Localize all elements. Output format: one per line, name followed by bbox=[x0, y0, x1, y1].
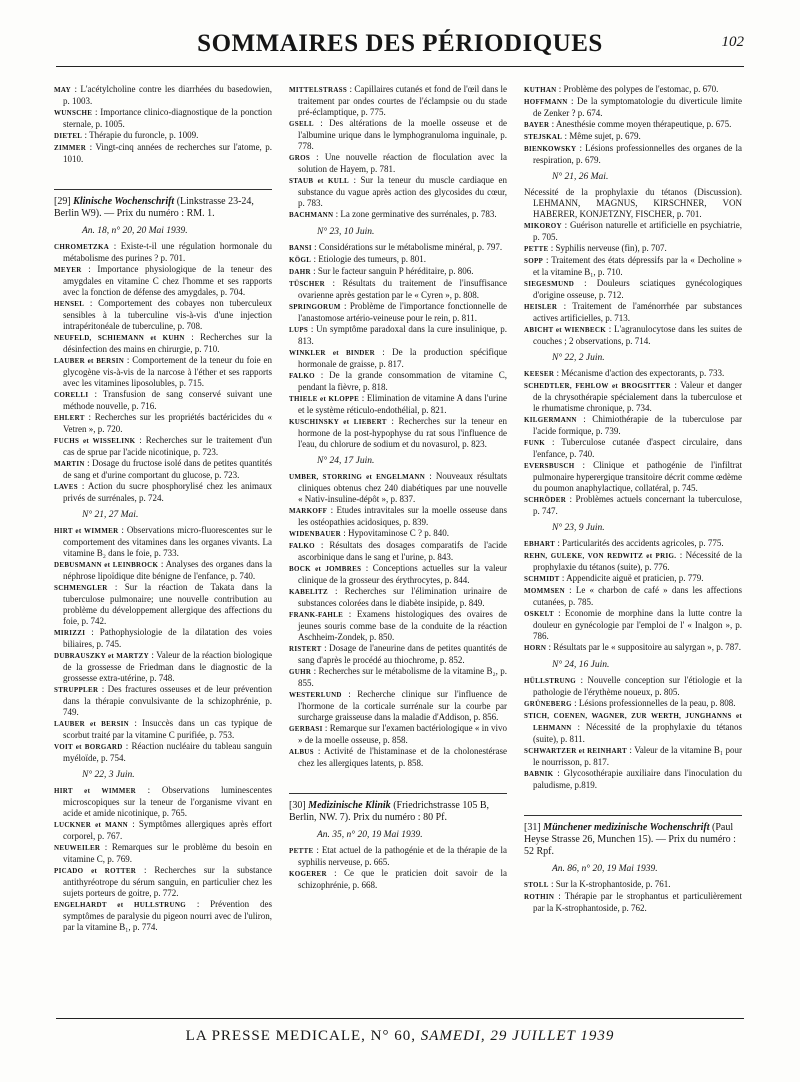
article-entry: NEUFELD, SCHIEMANN et KUHN : Recherches sur la désinfection des mains en chirurgie, p. 710. bbox=[54, 332, 272, 354]
article-title: Réaction nucléaire du tableau sanguin myéloïde, p. 754. bbox=[63, 741, 272, 763]
article-entry: BAYER : Anesthésie comme moyen thérapeutique, p. 675. bbox=[524, 119, 732, 129]
article-title: De la production spécifique hormonale de graisse, p. 817. bbox=[298, 347, 507, 369]
article-entry: STAUB et KULL : Sur la teneur du muscle cardiaque en substance du vague après action des glycosides du cœur, p. 783. bbox=[289, 175, 507, 208]
article-title: Lésions professionnelles des organes de la respiration, p. 679. bbox=[533, 143, 742, 165]
issue-date: An. 18, n° 20, 20 Mai 1939. bbox=[82, 226, 188, 236]
article-author: FUCHS et WISSELINK bbox=[54, 437, 136, 445]
article-author: DAHR bbox=[289, 268, 311, 276]
article-title: La zone germinative des surrénales, p. 783. bbox=[340, 209, 497, 219]
footer-rule bbox=[56, 1018, 744, 1019]
article-entry: KOGERER : Ce que le praticien doit savoir de la schizophrénie, p. 668. bbox=[289, 868, 507, 890]
article-author: MOMMSEN bbox=[524, 587, 565, 595]
article-title: Recherches sur la désinfection des mains en chirurgie, p. 710. bbox=[63, 332, 272, 354]
article-author: SCHMENGLER bbox=[54, 584, 108, 592]
article-author: HEISLER bbox=[524, 303, 558, 311]
page-number: 102 bbox=[721, 34, 744, 50]
article-title: Recherches sur le métabolisme de la vitamine B₂, p. 855. bbox=[298, 666, 507, 688]
article-entry: SPRINGORUM : Problème de l'importance fonctionnelle de l'anastomose artério-veineuse pour le rein, p. 811. bbox=[289, 301, 507, 323]
article-entry: GUHR : Recherches sur le métabolisme de la vitamine B₂, p. 855. bbox=[289, 666, 507, 688]
article-author: ABICHT et WIENBECK bbox=[524, 326, 606, 334]
article-entry: ENGELHARDT et HULLSTRUNG : Prévention des symptômes de paralysie du pigeon nourri avec de l'uliron, par la vitamine B₁, p. 774. bbox=[54, 899, 272, 932]
article-entry: PETTE : Syphilis nerveuse (fin), p. 707. bbox=[524, 243, 667, 253]
article-entry: NEUWEILER : Remarques sur le problème du besoin en vitamine C, p. 769. bbox=[54, 842, 272, 864]
article-author: BIENKOWSKY bbox=[524, 145, 577, 153]
article-author: GERBASI bbox=[289, 725, 323, 733]
article-author: ZIMMER bbox=[54, 144, 87, 152]
article-entry: MARTIN : Dosage du fructose isolé dans de petites quantités de sang et d'urine comportant du glucose, p. 723. bbox=[54, 458, 272, 480]
article-title: Problème des polypes de l'estomac, p. 670. bbox=[563, 84, 719, 94]
issue-date: N° 23, 9 Juin. bbox=[552, 523, 605, 533]
article-title: Etudes intravitales sur la moelle osseuse dans les ostéopathies acidosiques, p. 839. bbox=[298, 505, 507, 527]
article-title: Même sujet, p. 679. bbox=[569, 131, 641, 141]
article-title: Etiologie des tumeurs, p. 801. bbox=[318, 254, 426, 264]
article-author: ALBUS bbox=[289, 748, 314, 756]
article-entry: MIKOROY : Guérison naturelle et artificielle en psychiatrie, p. 705. bbox=[524, 220, 742, 242]
article-title: Recherches sur les propriétés bactéricides du « Vetren », p. 720. bbox=[63, 412, 272, 434]
article-entry: STEJSKAL : Même sujet, p. 679. bbox=[524, 131, 641, 141]
article-entry: WINKLER et BINDER : De la production spécifique hormonale de graisse, p. 817. bbox=[289, 347, 507, 369]
article-author: MIRIZZI bbox=[54, 629, 86, 637]
article-entry: HIRT et WIMMER : Observations luminescentes microscopiques sur la teneur de l'organisme vivant en acide et amide nicotinique, p. 765. bbox=[54, 785, 272, 818]
article-author: VOIT et BORGARD bbox=[54, 743, 123, 751]
article-author: WESTERLUND bbox=[289, 691, 342, 699]
header-rule bbox=[56, 66, 744, 67]
article-author: MITTELSTRASS bbox=[289, 86, 348, 94]
article-author: ROTHIN bbox=[524, 893, 555, 901]
article-author: KUTHAN bbox=[524, 86, 557, 94]
footer-journal: LA PRESSE MEDICALE, N° 60, bbox=[185, 1028, 417, 1044]
article-entry: DIETEL : Thérapie du furoncle, p. 1009. bbox=[54, 130, 199, 140]
article-title: Des fractures osseuses et de leur prévention dans la thérapie convulsivante de la schizophrénie, p. 749. bbox=[63, 684, 272, 717]
issue-date: N° 22, 2 Juin. bbox=[552, 353, 605, 363]
article-entry: FUCHS et WISSELINK : Recherches sur le traitement d'un cas de sprue par l'acide nicotinique, p. 723. bbox=[54, 435, 272, 457]
article-author: DIETEL bbox=[54, 132, 83, 140]
article-entry: ZIMMER : Vingt-cinq années de recherches sur l'atome, p. 1010. bbox=[54, 142, 272, 164]
article-entry: DAHR : Sur le facteur sanguin P héréditaire, p. 806. bbox=[289, 266, 474, 276]
journal-number: [31] bbox=[524, 822, 541, 833]
article-author: HÜLLSTRUNG bbox=[524, 677, 577, 685]
article-entry: CORELLI : Transfusion de sang conservé suivant une méthode nouvelle, p. 716. bbox=[54, 389, 272, 411]
article-title: Insuccès dans un cas typique de scorbut traité par la vitamine C purifiée, p. 753. bbox=[63, 718, 272, 740]
article-entry: VOIT et BORGARD : Réaction nucléaire du tableau sanguin myéloïde, p. 754. bbox=[54, 741, 272, 763]
article-author: SCHWARTZER et REINHART bbox=[524, 747, 627, 755]
article-author: LUCKNER et MANN bbox=[54, 821, 129, 829]
article-title: Etat actuel de la pathogénie et de la thérapie de la syphilis nerveuse, p. 665. bbox=[298, 845, 507, 867]
article-entry: STOLL : Sur la K-strophantoside, p. 761. bbox=[524, 879, 671, 889]
article-title: Vingt-cinq années de recherches sur l'atome, p. 1010. bbox=[63, 142, 272, 164]
article-author: MIKOROY bbox=[524, 222, 562, 230]
article-entry: STRUPPLER : Des fractures osseuses et de leur prévention dans la thérapie convulsivante de la schizophrénie, p. 749. bbox=[54, 684, 272, 717]
article-author: CHROMETZKA bbox=[54, 243, 110, 251]
article-title: Problème de l'importance fonctionnelle de l'anastomose artério-veineuse pour le rein, p. 811. bbox=[298, 301, 507, 323]
article-title: L'acétylcholine contre les diarrhées du basedowien, p. 1003. bbox=[63, 84, 272, 106]
article-title: Problèmes actuels concernant la tuberculose, p. 747. bbox=[533, 494, 742, 516]
article-entry: KUTHAN : Problème des polypes de l'estomac, p. 670. bbox=[524, 84, 719, 94]
article-entry: GROS : Une nouvelle réaction de floculation avec la solution de Hayem, p. 781. bbox=[289, 152, 507, 174]
article-entry: SCHWARTZER et REINHART : Valeur de la vitamine B₁ pour le nourrisson, p. 817. bbox=[524, 745, 742, 767]
article-title: Traitement des états dépressifs par la « Decholine » et la vitamine B₁, p. 710. bbox=[533, 255, 743, 277]
article-author: SCHMIDT bbox=[524, 575, 560, 583]
article-entry: FALKO : Résultats des dosages comparatifs de l'acide ascorbinique dans le sang et l'urine, p. 843. bbox=[289, 540, 507, 562]
article-title: Sur la teneur du muscle cardiaque en substance du vague après action des glycosides du cœur, p. 783. bbox=[298, 175, 507, 208]
article-title: Remarque sur l'examen bactériologique « in vivo » de la moelle osseuse, p. 858. bbox=[298, 723, 507, 745]
journal-name: Klinische Wochenschrift bbox=[73, 196, 175, 207]
article-author: SIEGESMUND bbox=[524, 280, 575, 288]
article-title: Comportement des cobayes non tuberculeux sensibles à la tuberculine vis-à-vis d'une injection intrapéritonéale de tuberculine, p. 708. bbox=[63, 298, 272, 331]
footer-date: SAMEDI, 29 JUILLET 1939 bbox=[420, 1028, 615, 1044]
article-author: NEUFELD, SCHIEMANN et KUHN bbox=[54, 334, 185, 342]
article-entry: BOCK et JOMBRES : Conceptions actuelles sur la valeur clinique de la grosseur des érythrocytes, p. 844. bbox=[289, 563, 507, 585]
article-author: SOPP bbox=[524, 257, 544, 265]
article-entry: ROTHIN : Thérapie par le strophantus et particulièrement par la K-strophantoside, p. 762. bbox=[524, 891, 743, 913]
journal-number: [29] bbox=[54, 196, 71, 207]
article-entry: KÖGL : Etiologie des tumeurs, p. 801. bbox=[289, 254, 426, 264]
article-title: Résultats par le « suppositoire au salyrgan », p. 787. bbox=[553, 642, 742, 652]
article-entry: LAUBER et BERSIN : Comportement de la teneur du foie en glycogène vis-à-vis de la narcose à l'éther et ses rapports avec les vitamines liposolubles, p. 715. bbox=[54, 355, 272, 388]
article-title: Nouveaux résultats cliniques obtenus chez 240 diabétiques par une nouvelle « Nativ-insuline-dépôt », p. 837. bbox=[298, 471, 507, 504]
article-entry: ALBUS : Activité de l'histaminase et de la cholonestérase chez les allergiques latents, p. 858. bbox=[289, 746, 507, 768]
page-footer bbox=[56, 1028, 744, 1045]
issue-date: An. 86, n° 20, 19 Mai 1939. bbox=[552, 864, 658, 874]
page-title: SOMMAIRES DES PÉRIODIQUES bbox=[197, 30, 603, 57]
article-title: Prévention des symptômes de paralysie du pigeon nourri avec de l'uliron, par la vitamine B₁, p. 774. bbox=[63, 899, 272, 932]
journal-details: (Linkstrasse 23-24, Berlin W9). — Prix du numéro : RM. 1. bbox=[54, 196, 254, 219]
article-entry: GERBASI : Remarque sur l'examen bactériologique « in vivo » de la moelle osseuse, p. 858. bbox=[289, 723, 507, 745]
article-title: Ce que le praticien doit savoir de la schizophrénie, p. 668. bbox=[298, 868, 507, 890]
article-author: PETTE bbox=[289, 847, 314, 855]
article-title: Remarques sur le problème du besoin en vitamine C, p. 769. bbox=[63, 842, 272, 864]
article-title: Dosage de l'aneurine dans de petites quantités de sang d'après le procédé au thiochrome, p. 852. bbox=[298, 643, 507, 665]
article-title: Chimiothérapie de la tuberculose par l'acide formique, p. 739. bbox=[533, 414, 742, 436]
article-author: BOCK et JOMBRES bbox=[289, 565, 362, 573]
issue-date: N° 23, 10 Juin. bbox=[317, 227, 375, 237]
article-author: HIRT et WIMMER bbox=[54, 527, 119, 535]
article-title: Considérations sur le métabolisme minéral, p. 797. bbox=[318, 242, 503, 252]
article-title: Anesthésie comme moyen thérapeutique, p. 675. bbox=[555, 119, 732, 129]
article-author: STRUPPLER bbox=[54, 686, 99, 694]
article-author: WUNSCHE bbox=[54, 109, 93, 117]
article-author: UMBER, STORRING et ENGELMANN bbox=[289, 473, 426, 481]
article-title: Valeur et danger de la chrysothérapie spécialement dans la tuberculose et le rhumatisme chronique, p. 734. bbox=[533, 380, 742, 413]
article-author: MARKOFF bbox=[289, 507, 328, 515]
article-author: THIELE et KLOPPE bbox=[289, 395, 360, 403]
article-entry: DEBUSMANN et LEINBROCK : Analyses des organes dans la néphrose lipoïdique dite bénigne de l'enfance, p. 740. bbox=[54, 559, 272, 581]
article-entry: GRÜNEBERG : Lésions professionnelles de la peau, p. 808. bbox=[524, 698, 736, 708]
article-entry: THIELE et KLOPPE : Elimination de vitamine A dans l'urine et le système réticulo-endothélial, p. 821. bbox=[289, 393, 507, 415]
article-title: Guérison naturelle et artificielle en psychiatrie, p. 705. bbox=[533, 220, 742, 242]
article-author: KÖGL bbox=[289, 256, 312, 264]
article-author: FRANK-FAHLE bbox=[289, 611, 344, 619]
article-title: Valeur de la réaction biologique de la grossesse de Friedman dans le diagnostic de la grossesse extra-utérine, p. 748. bbox=[63, 650, 272, 683]
journal-name: Medizinische Klinik bbox=[308, 800, 391, 811]
article-entry: LUCKNER et MANN : Symptômes allergiques après effort corporel, p. 767. bbox=[54, 819, 272, 841]
journal-number: [30] bbox=[289, 800, 306, 811]
article-entry: MOMMSEN : Le « charbon de café » dans les affections cutanées, p. 785. bbox=[524, 585, 742, 607]
article-title: Appendicite aiguë et praticien, p. 779. bbox=[566, 573, 704, 583]
article-author: MAY bbox=[54, 86, 71, 94]
article-title: Existe-t-il une régulation hormonale du métabolisme des purines ? p. 701. bbox=[63, 241, 272, 263]
article-title: Une nouvelle réaction de floculation avec la solution de Hayem, p. 781. bbox=[298, 152, 507, 174]
article-entry: GSELL : Des altérations de la moelle osseuse et de l'albumine urique dans le lymphogranuloma inguinale, p. 778. bbox=[289, 118, 507, 151]
article-entry: SIEGESMUND : Douleurs sciatiques gynécologiques d'origine osseuse, p. 712. bbox=[524, 278, 742, 300]
article-entry: RISTERT : Dosage de l'aneurine dans de petites quantités de sang d'après le procédé au thiochrome, p. 852. bbox=[289, 643, 507, 665]
column-3 bbox=[524, 84, 742, 914]
article-title: Syphilis nerveuse (fin), p. 707. bbox=[555, 243, 667, 253]
article-entry: MAY : L'acétylcholine contre les diarrhées du basedowien, p. 1003. bbox=[54, 84, 272, 106]
article-title: De la grande consommation de vitamine C, pendant la fièvre, p. 818. bbox=[298, 370, 507, 392]
article-title: Elimination de vitamine A dans l'urine et le système réticulo-endothélial, p. 821. bbox=[298, 393, 507, 415]
article-entry: CHROMETZKA : Existe-t-il une régulation hormonale du métabolisme des purines ? p. 701. bbox=[54, 241, 272, 263]
issue-date: An. 35, n° 20, 19 Mai 1939. bbox=[317, 830, 423, 840]
article-title: Recherches sur l'élimination urinaire de substances colorées dans le diabète insipide, p. 849. bbox=[298, 586, 507, 608]
article-title: Recherches sur le traitement d'un cas de sprue par l'acide nicotinique, p. 723. bbox=[63, 435, 272, 457]
article-title: Recherche clinique sur l'influence de l'hormone de la corticale surrénale sur la courbe par surcharge graisseuse dans la maladie d'Addison, p. 856. bbox=[298, 689, 507, 722]
article-entry: SOPP : Traitement des états dépressifs par la « Decholine » et la vitamine B₁, p. 710. bbox=[524, 255, 743, 277]
article-title: Sur la K-strophantoside, p. 761. bbox=[555, 879, 671, 889]
journal-details: (Paul Heyse Strasse 26, Munchen 15). — Prix du numéro : 52 Rpf. bbox=[524, 822, 736, 857]
article-author: OSKELT bbox=[524, 610, 554, 618]
article-author: MEYER bbox=[54, 266, 82, 274]
article-title: Observations micro-fluorescentes sur le comportement des vitamines dans les organes vivants. La vitamine B₂ dans le foie, p. 733. bbox=[63, 525, 272, 558]
article-author: PICADO et ROTTER bbox=[54, 867, 137, 875]
article-author: BABNIK bbox=[524, 770, 554, 778]
issue-date: N° 24, 17 Juin. bbox=[317, 456, 375, 466]
article-entry: HÜLLSTRUNG : Nouvelle conception sur l'étiologie et la pathologie de l'érythème noueux, p. 805. bbox=[524, 675, 742, 697]
article-entry: BACHMANN : La zone germinative des surrénales, p. 783. bbox=[289, 209, 497, 219]
issue-date: N° 24, 16 Juin. bbox=[552, 660, 610, 670]
article-title: Conceptions actuelles sur la valeur clinique de la grosseur des érythrocytes, p. 844. bbox=[298, 563, 507, 585]
article-entry: FRANK-FAHLE : Examens histologiques des ovaires de jeunes souris comme base de la conduite de la réaction Aschheim-Zondek, p. 850. bbox=[289, 609, 507, 642]
journal-name: Münchener medizinische Wochenschrift bbox=[543, 822, 710, 833]
article-entry: HEISLER : Traitement de l'aménorrhée par substances actives artificielles, p. 713. bbox=[524, 301, 742, 323]
article-title: Clinique et pathogénie de l'infiltrat pulmonaire hyperergique transitoire décrit comme œdème du poumon anaphylactique, collatéral, p. 745. bbox=[533, 460, 743, 493]
article-entry: HORN : Résultats par le « suppositoire au salyrgan », p. 787. bbox=[524, 642, 742, 652]
article-title: Transfusion de sang conservé suivant une méthode nouvelle, p. 716. bbox=[63, 389, 272, 411]
article-entry: KUSCHINSKY et LIEBERT : Recherches sur la teneur en hormone de la post-hypophyse du rat sous l'influence de l'eau, du chlorure de sodium et du novasurol, p. 823. bbox=[289, 416, 507, 449]
article-author: PETTE bbox=[524, 245, 549, 253]
article-author: EVERSBUSCH bbox=[524, 462, 575, 470]
article-author: REHN, GULEKE, VON REDWITZ et PRIG. bbox=[524, 552, 677, 560]
article-entry: FUNK : Tuberculose cutanée d'aspect circulaire, dans l'enfance, p. 740. bbox=[524, 437, 742, 459]
article-entry: BIENKOWSKY : Lésions professionnelles des organes de la respiration, p. 679. bbox=[524, 143, 742, 165]
article-entry: WUNSCHE : Importance clinico-diagnostique de la ponction sternale, p. 1005. bbox=[54, 107, 272, 129]
article-title: Dosage du fructose isolé dans de petites quantités de sang et d'urine comportant du glucose, p. 723. bbox=[63, 458, 272, 480]
article-entry: BANSI : Considérations sur le métabolisme minéral, p. 797. bbox=[289, 242, 503, 252]
article-entry: MIRIZZI : Pathophysiologie de la dilatation des voies biliaires, p. 745. bbox=[54, 627, 272, 649]
article-title: Analyses des organes dans la néphrose lipoïdique dite bénigne de l'enfance, p. 740. bbox=[63, 559, 272, 581]
article-entry: KILGERMANN : Chimiothérapie de la tuberculose par l'acide formique, p. 739. bbox=[524, 414, 742, 436]
article-author: SCHEDTLER, FEHLOW et BROGSITTER bbox=[524, 382, 671, 390]
article-author: KILGERMANN bbox=[524, 416, 577, 424]
article-author: GRÜNEBERG bbox=[524, 700, 572, 708]
article-author: SPRINGORUM bbox=[289, 303, 341, 311]
article-title: Glycosothérapie auxiliaire dans l'inoculation du paludisme, p.819. bbox=[533, 768, 742, 790]
journal-title bbox=[54, 189, 272, 220]
issue-date: N° 21, 27 Mai. bbox=[82, 510, 139, 520]
article-author: KABELITZ bbox=[289, 588, 328, 596]
article-entry bbox=[524, 187, 742, 220]
article-entry: OSKELT : Economie de morphine dans la lutte contre la douleur en gynécologie par l'emploi de l' « Inalgon », p. 786. bbox=[524, 608, 742, 641]
article-entry: SCHMENGLER : Sur la réaction de Takata dans la tuberculose pulmonaire; une nouvelle contribution au problème du développement allergique des affections du foie, p. 742. bbox=[54, 582, 272, 626]
article-title: Nécessité de la prophylaxie du tétanos (suite), p. 811. bbox=[533, 722, 742, 744]
article-title: Sur le facteur sanguin P héréditaire, p. 806. bbox=[317, 266, 474, 276]
article-author: HOFFMANN bbox=[524, 98, 568, 106]
article-author: KOGERER bbox=[289, 870, 327, 878]
article-title: Hypovitaminose C ? p. 840. bbox=[348, 528, 450, 538]
article-entry: DUBRAUSZKY et MARTZY : Valeur de la réaction biologique de la grossesse de Friedman dans le diagnostic de la grossesse extra-utérine, p. 748. bbox=[54, 650, 272, 683]
article-title: Examens histologiques des ovaires de jeunes souris comme base de la conduite de la réaction Aschheim-Zondek, p. 850. bbox=[298, 609, 507, 642]
article-entry: STICH, COENEN, WAGNER, ZUR WERTH, JUNGHANNS et LEHMANN : Nécessité de la prophylaxie du tétanos (suite), p. 811. bbox=[524, 712, 742, 744]
column-1 bbox=[54, 84, 272, 933]
article-title: Mécanisme d'action des expectorants, p. 733. bbox=[561, 368, 725, 378]
article-entry: EHLERT : Recherches sur les propriétés bactéricides du « Vetren », p. 720. bbox=[54, 412, 272, 434]
article-author: STOLL bbox=[524, 881, 549, 889]
article-author: STICH, COENEN, WAGNER, ZUR WERTH, JUNGHANNS et LEHMANN bbox=[524, 712, 742, 732]
article-title: Lésions professionnelles de la peau, p. 808. bbox=[578, 698, 736, 708]
article-author: STEJSKAL bbox=[524, 133, 563, 141]
article-author: FALKO bbox=[289, 542, 315, 550]
article-title: Résultats du traitement de l'insuffisance ovarienne après gestation par le « Cyren », p. 808. bbox=[298, 278, 507, 300]
article-entry: FALKO : De la grande consommation de vitamine C, pendant la fièvre, p. 818. bbox=[289, 370, 507, 392]
article-title: Importance clinico-diagnostique de la ponction sternale, p. 1005. bbox=[63, 107, 272, 129]
article-entry: LAVES : Action du sucre phosphorylisé chez les animaux privés de surrénales, p. 724. bbox=[54, 481, 272, 503]
article-entry: KEESER : Mécanisme d'action des expectorants, p. 733. bbox=[524, 368, 725, 378]
article-entry: EBHART : Particularités des accidents agricoles, p. 775. bbox=[524, 538, 724, 548]
article-entry: SCHRÖDER : Problèmes actuels concernant la tuberculose, p. 747. bbox=[524, 494, 742, 516]
article-title: Particularités des accidents agricoles, p. 775. bbox=[562, 538, 724, 548]
article-author: SCHRÖDER bbox=[524, 496, 567, 504]
article-entry: MARKOFF : Etudes intravitales sur la moelle osseuse dans les ostéopathies acidosiques, p. 839. bbox=[289, 505, 507, 527]
article-author: BAYER bbox=[524, 121, 550, 129]
article-entry: LUPS : Un symptôme paradoxal dans la cure insulinique, p. 813. bbox=[289, 324, 507, 346]
article-author: FALKO bbox=[289, 372, 315, 380]
article-author: RISTERT bbox=[289, 645, 322, 653]
article-title: Activité de l'histaminase et de la cholonestérase chez les allergiques latents, p. 858. bbox=[298, 746, 507, 768]
article-author: NEUWEILER bbox=[54, 844, 101, 852]
article-entry: BABNIK : Glycosothérapie auxiliaire dans l'inoculation du paludisme, p.819. bbox=[524, 768, 742, 790]
article-title: De la symptomatologie du diverticule limite de Zenker ? p. 674. bbox=[533, 96, 742, 118]
spacer bbox=[54, 165, 272, 179]
article-author: WIDENBAUER bbox=[289, 530, 342, 538]
article-title: Importance physiologique de la teneur des amygdales en vitamine C chez l'homme et ses rapports avec la fonction de défense des amygdales, p. 704. bbox=[63, 264, 272, 297]
article-title: L'agranulocytose dans les suites de couches ; 2 observations, p. 714. bbox=[533, 324, 742, 346]
article-author: KUSCHINSKY et LIEBERT bbox=[289, 418, 387, 426]
article-title: Recherches sur la teneur en hormone de la post-hypophyse du rat sous l'influence de l'eau, du chlorure de sodium et du novasurol, p. 823. bbox=[298, 416, 507, 449]
article-title: Nouvelle conception sur l'étiologie et la pathologie de l'érythème noueux, p. 805. bbox=[533, 675, 742, 697]
article-title: Action du sucre phosphorylisé chez les animaux privés de surrénales, p. 724. bbox=[63, 481, 272, 503]
article-title: Sur la réaction de Takata dans la tuberculose pulmonaire; une nouvelle contribution au problème du développement allergique des affections du foie, p. 742. bbox=[63, 582, 272, 626]
article-title: Un symptôme paradoxal dans la cure insulinique, p. 813. bbox=[298, 324, 507, 346]
article-entry: REHN, GULEKE, VON REDWITZ et PRIG. : Nécessité de la prophylaxie du tétanos (suite), p. 776. bbox=[524, 550, 742, 572]
article-author: STAUB et KULL bbox=[289, 177, 350, 185]
article-title: Thérapie du furoncle, p. 1009. bbox=[89, 130, 199, 140]
article-author: HORN bbox=[524, 644, 547, 652]
article-entry: WIDENBAUER : Hypovitaminose C ? p. 840. bbox=[289, 528, 450, 538]
article-title: Recherches sur la substance antithyréotrope du sérum sanguin, en particulier chez les sujets porteurs de goitre, p. 772. bbox=[63, 865, 272, 898]
article-title: Valeur de la vitamine B₁ pour le nourrisson, p. 817. bbox=[533, 745, 742, 767]
article-title: Observations luminescentes microscopiques sur la teneur de l'organisme vivant en acide et amide nicotinique, p. 765. bbox=[63, 785, 272, 818]
article-title: Douleurs sciatiques gynécologiques d'origine osseuse, p. 712. bbox=[533, 278, 742, 300]
article-title: Des altérations de la moelle osseuse et de l'albumine urique dans le lymphogranuloma inguinale, p. 778. bbox=[298, 118, 507, 151]
journal-title bbox=[524, 815, 742, 858]
article-author: ENGELHARDT et HULLSTRUNG bbox=[54, 901, 186, 909]
article-title: Tuberculose cutanée d'aspect circulaire, dans l'enfance, p. 740. bbox=[533, 437, 742, 459]
article-entry: SCHMIDT : Appendicite aiguë et praticien, p. 779. bbox=[524, 573, 704, 583]
page-header bbox=[56, 26, 744, 62]
article-author: DEBUSMANN et LEINBROCK bbox=[54, 561, 159, 569]
article-author: TÜSCHER bbox=[289, 280, 325, 288]
article-author: GSELL bbox=[289, 120, 314, 128]
article-author: HENSEL bbox=[54, 300, 85, 308]
article-entry: UMBER, STORRING et ENGELMANN : Nouveaux résultats cliniques obtenus chez 240 diabétiques par une nouvelle « Nativ-insuline-dépôt », p. 837. bbox=[289, 471, 507, 504]
article-entry: PICADO et ROTTER : Recherches sur la substance antithyréotrope du sérum sanguin, en particulier chez les sujets porteurs de goitre, p. 772. bbox=[54, 865, 272, 898]
article-title: Symptômes allergiques après effort corporel, p. 767. bbox=[63, 819, 272, 841]
article-author: WINKLER et BINDER bbox=[289, 349, 375, 357]
article-author: LAUBER et BERSIN bbox=[54, 720, 130, 728]
article-entry: HIRT et WIMMER : Observations micro-fluorescentes sur le comportement des vitamines dans les organes vivants. La vitamine B₂ dans le foie, p. 733. bbox=[54, 525, 272, 558]
article-title: Nécessité de la prophylaxie du tétanos (suite), p. 776. bbox=[533, 550, 742, 572]
article-entry: EVERSBUSCH : Clinique et pathogénie de l'infiltrat pulmonaire hyperergique transitoire décrit comme œdème du poumon anaphylactique, collatéral, p. 745. bbox=[524, 460, 743, 493]
article-title: Thérapie par le strophantus et particulièrement par la K-strophantoside, p. 762. bbox=[533, 891, 743, 913]
article-author: EHLERT bbox=[54, 414, 85, 422]
article-entry: LAUBER et BERSIN : Insuccès dans un cas typique de scorbut traité par la vitamine C purifiée, p. 753. bbox=[54, 718, 272, 740]
article-author: DUBRAUSZKY et MARTZY bbox=[54, 652, 149, 660]
article-entry: SCHEDTLER, FEHLOW et BROGSITTER : Valeur et danger de la chrysothérapie spécialement dans la tuberculose et le rhumatisme chronique, p. 734. bbox=[524, 380, 742, 413]
column-2 bbox=[289, 84, 507, 891]
article-title: Résultats des dosages comparatifs de l'acide ascorbinique dans le sang et l'urine, p. 843. bbox=[298, 540, 507, 562]
journal-details: (Friedrichstrasse 105 B, Berlin, NW. 7). Prix du numéro : 80 Pf. bbox=[289, 800, 490, 823]
article-entry: KABELITZ : Recherches sur l'élimination urinaire de substances colorées dans le diabète insipide, p. 849. bbox=[289, 586, 507, 608]
article-title: Capillaires cutanés et fond de l'œil dans le traitement par ondes courtes de l'éclampsie ou du stade pré-éclamptique, p. 775. bbox=[298, 84, 507, 117]
article-author: BACHMANN bbox=[289, 211, 334, 219]
article-author: LUPS bbox=[289, 326, 309, 334]
article-author: KEESER bbox=[524, 370, 555, 378]
article-author: FUNK bbox=[524, 439, 546, 447]
spacer bbox=[289, 769, 507, 783]
article-entry: ABICHT et WIENBECK : L'agranulocytose dans les suites de couches ; 2 observations, p. 714. bbox=[524, 324, 742, 346]
article-author: CORELLI bbox=[54, 391, 89, 399]
article-title: Comportement de la teneur du foie en glycogène vis-à-vis de la narcose à l'éther et ses rapports avec les vitamines liposolubles, p. 715. bbox=[63, 355, 272, 388]
article-author: HIRT et WIMMER bbox=[54, 787, 137, 795]
journal-title bbox=[289, 793, 507, 824]
article-title: Economie de morphine dans la lutte contre la douleur en gynécologie par l'emploi de l' « Inalgon », p. 786. bbox=[533, 608, 742, 641]
article-author: GUHR bbox=[289, 668, 312, 676]
article-entry: MITTELSTRASS : Capillaires cutanés et fond de l'œil dans le traitement par ondes courtes de l'éclampsie ou du stade pré-éclamptique, p. 775. bbox=[289, 84, 507, 117]
article-entry: HENSEL : Comportement des cobayes non tuberculeux sensibles à la tuberculine vis-à-vis d'une injection intrapéritonéale de tuberculine, p. 708. bbox=[54, 298, 272, 331]
article-author: BANSI bbox=[289, 244, 312, 252]
article-title: Le « charbon de café » dans les affections cutanées, p. 785. bbox=[533, 585, 742, 607]
spacer bbox=[524, 791, 742, 805]
issue-date: N° 21, 26 Mai. bbox=[552, 172, 609, 182]
article-entry: MEYER : Importance physiologique de la teneur des amygdales en vitamine C chez l'homme et ses rapports avec la fonction de défense des amygdales, p. 704. bbox=[54, 264, 272, 297]
issue-date: N° 22, 3 Juin. bbox=[82, 770, 135, 780]
article-author: LAVES bbox=[54, 483, 78, 491]
article-entry: HOFFMANN : De la symptomatologie du diverticule limite de Zenker ? p. 674. bbox=[524, 96, 742, 118]
article-author: GROS bbox=[289, 154, 311, 162]
article-title: Nécessité de la prophylaxie du tétanos (Discussion). LEHMANN, MAGNUS, KIRSCHNER, VON HABERER, KONJETZNY, FISCHER, p. 701. bbox=[524, 187, 742, 219]
article-author: EBHART bbox=[524, 540, 556, 548]
article-author: LAUBER et BERSIN bbox=[54, 357, 125, 365]
article-title: Traitement de l'aménorrhée par substances actives artificielles, p. 713. bbox=[533, 301, 742, 323]
article-entry: TÜSCHER : Résultats du traitement de l'insuffisance ovarienne après gestation par le « Cyren », p. 808. bbox=[289, 278, 507, 300]
article-author: MARTIN bbox=[54, 460, 85, 468]
article-entry: WESTERLUND : Recherche clinique sur l'influence de l'hormone de la corticale surrénale sur la courbe par surcharge graisseuse dans la maladie d'Addison, p. 856. bbox=[289, 689, 507, 722]
article-title: Pathophysiologie de la dilatation des voies biliaires, p. 745. bbox=[63, 627, 272, 649]
article-entry: PETTE : Etat actuel de la pathogénie et de la thérapie de la syphilis nerveuse, p. 665. bbox=[289, 845, 507, 867]
